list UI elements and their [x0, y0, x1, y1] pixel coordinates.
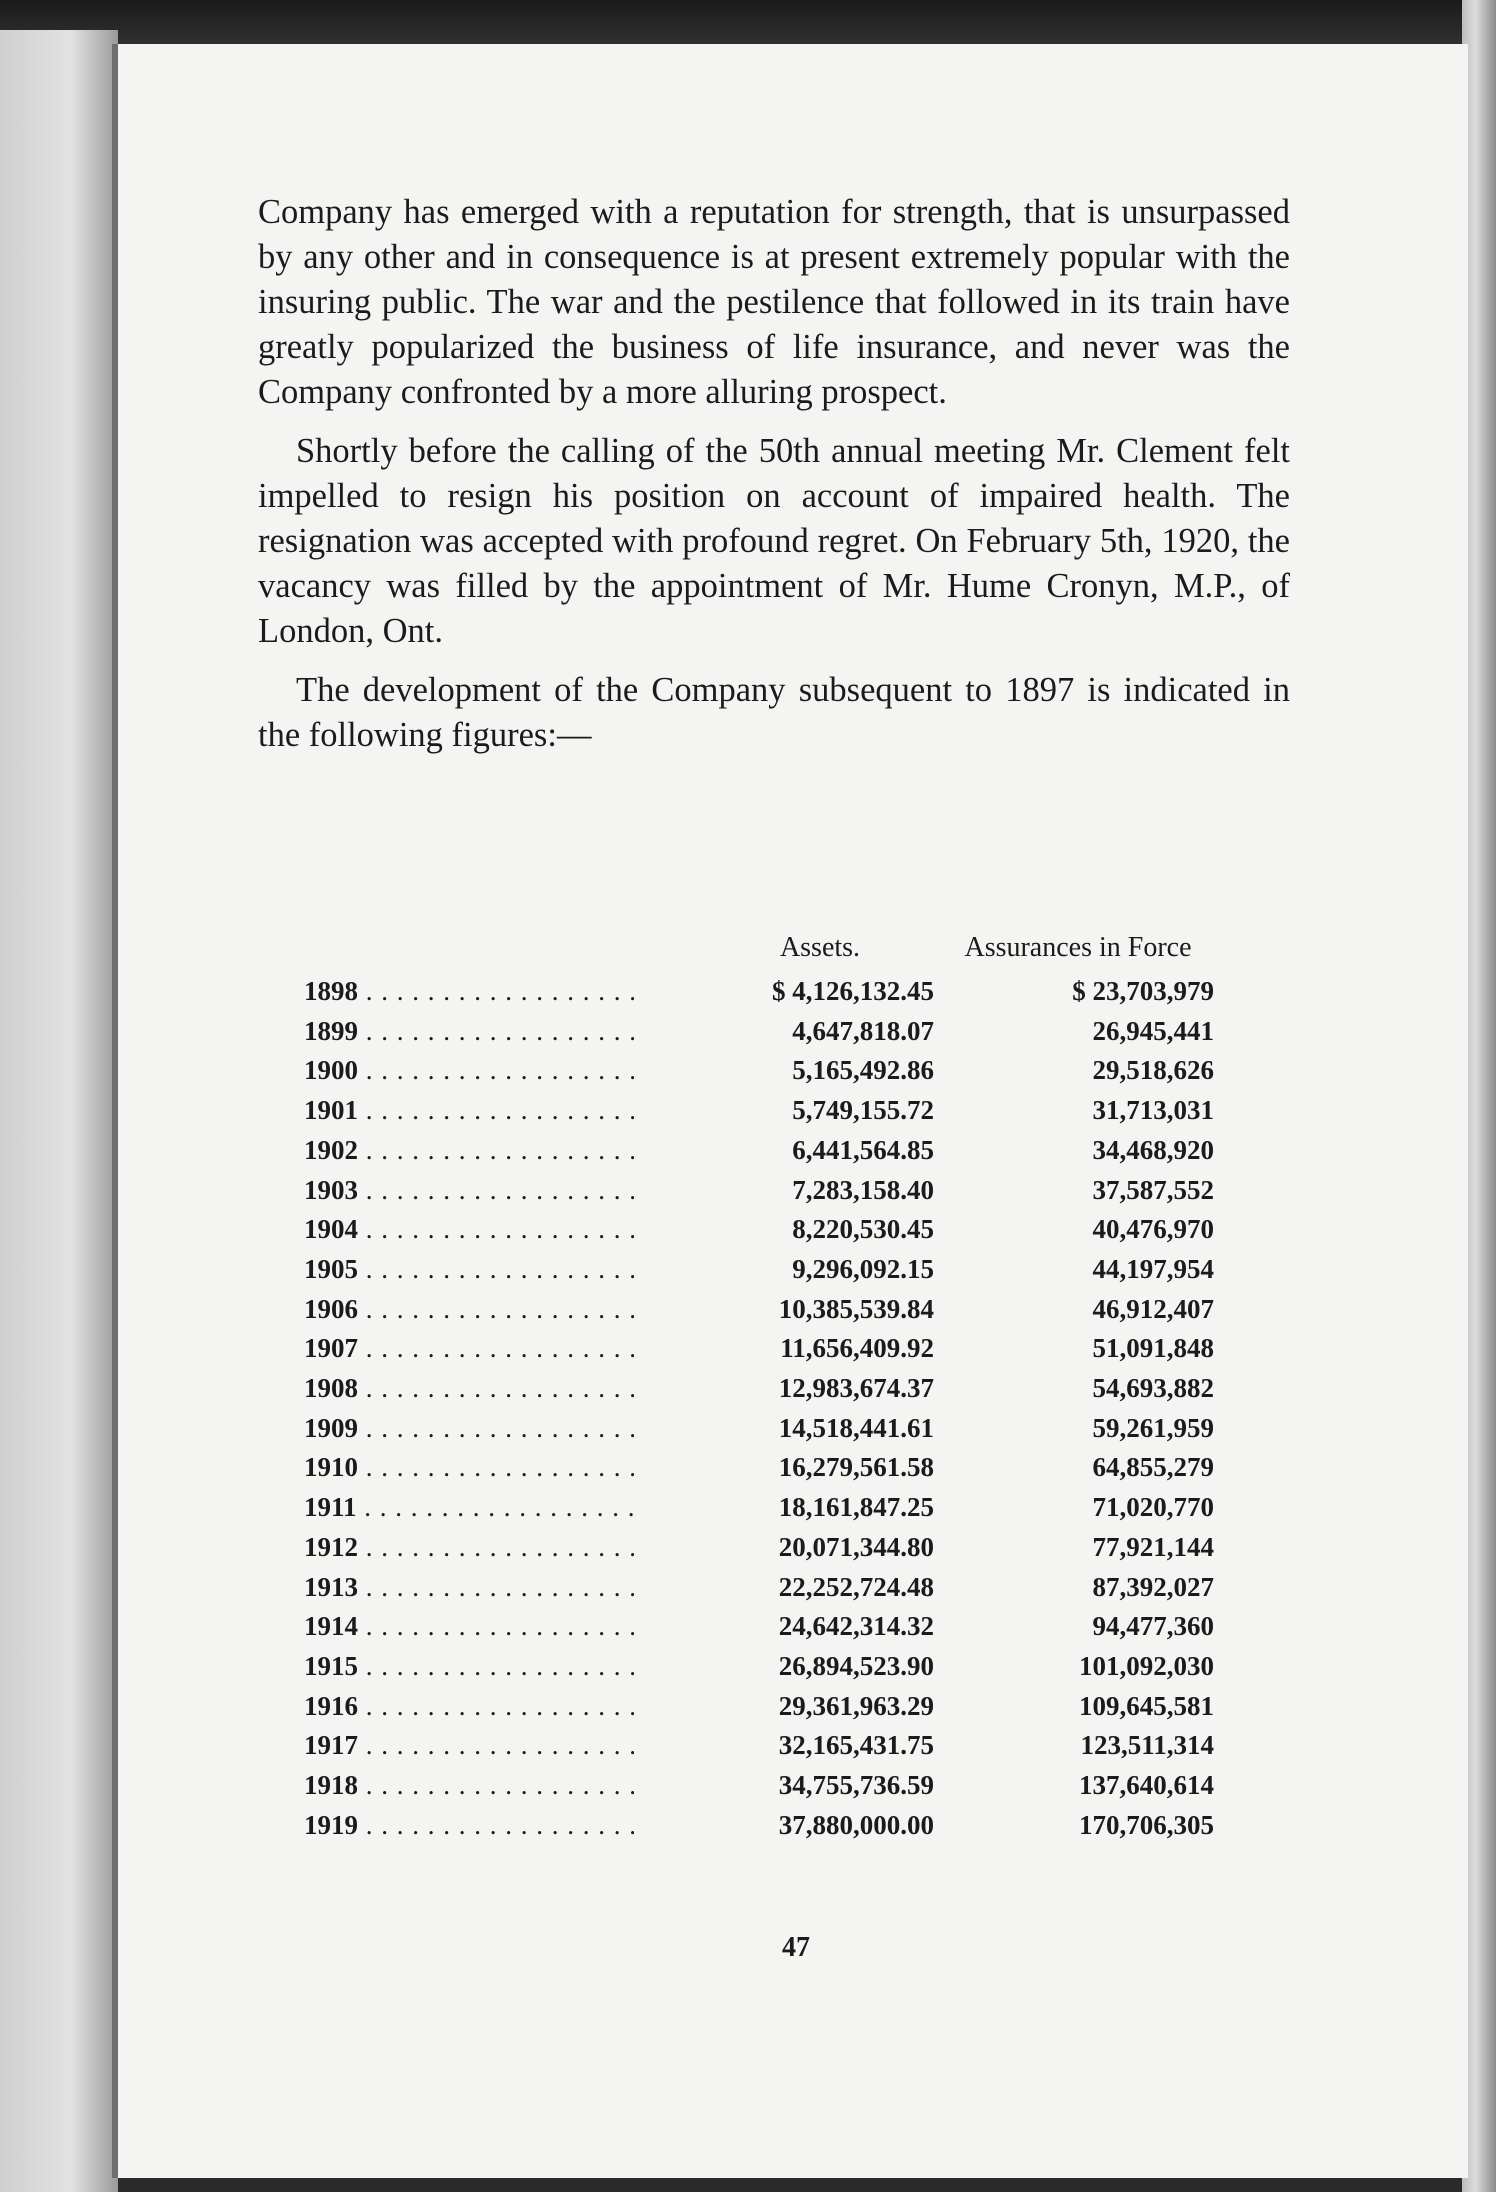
force-cell: 40,476,970 — [1092, 1214, 1214, 1245]
book-page — [112, 44, 1468, 2178]
force-cell: $ 23,703,979 — [1072, 976, 1214, 1006]
year-cell: 1916 . . . — [304, 1691, 634, 1722]
force-cell: 54,693,882 — [1092, 1373, 1214, 1403]
facing-page-edge — [0, 30, 118, 2192]
year-cell: 1907 . . . — [304, 1333, 634, 1364]
table-row — [304, 1452, 1224, 1492]
force-cell: 64,855,279 — [1092, 1452, 1214, 1483]
force-cell: 34,468,920 — [1092, 1134, 1214, 1165]
table-row — [304, 1294, 1224, 1334]
table-row — [304, 1055, 1224, 1095]
force-cell: 59,261,959 — [1092, 1412, 1214, 1443]
table-row — [304, 1254, 1224, 1294]
year-cell: 1899 . . . — [304, 1016, 634, 1047]
table-row — [304, 1413, 1224, 1453]
table-row — [304, 1175, 1224, 1215]
year-cell: 1917 . . . — [304, 1730, 634, 1761]
force-cell: 46,912,407 — [1092, 1293, 1214, 1324]
assets-cell: 8,220,530.45 — [604, 1214, 934, 1245]
force-column-header: Assurances in Force — [964, 932, 1192, 963]
assets-cell: 5,165,492.86 — [604, 1055, 934, 1086]
year-cell: 1900 . . . — [304, 1055, 634, 1086]
page-number: 47 — [782, 1932, 810, 1963]
force-cell: 101,092,030 — [1079, 1650, 1214, 1681]
year-cell: 1911 . . . — [304, 1492, 634, 1523]
year-cell: 1904 . . . — [304, 1214, 634, 1245]
table-row — [304, 1333, 1224, 1373]
table-row — [304, 1730, 1224, 1770]
force-cell: 137,640,614 — [1079, 1770, 1214, 1800]
paragraph-3: The development of the Company subsequent to 1897 is indicated in the following figures:— — [258, 671, 1290, 754]
assets-cell: 9,296,092.15 — [604, 1254, 934, 1285]
year-cell: 1919 . . . — [304, 1810, 634, 1841]
force-cell: 29,518,626 — [1092, 1055, 1214, 1086]
year-cell: 1902 . . . — [304, 1135, 634, 1166]
force-cell: 109,645,581 — [1079, 1690, 1214, 1721]
force-cell: 31,713,031 — [1092, 1095, 1214, 1126]
table-row — [304, 1611, 1224, 1651]
table-row — [304, 1651, 1224, 1691]
assets-column-header: Assets. — [779, 932, 861, 963]
year-cell: 1910 . . . — [304, 1452, 634, 1483]
year-cell: 1913 . . . — [304, 1572, 634, 1603]
table-row — [304, 1373, 1224, 1413]
assets-cell: 6,441,564.85 — [604, 1135, 934, 1166]
body-text — [258, 190, 1290, 772]
year-cell: 1903 . . . — [304, 1175, 634, 1206]
paragraph-1: Company has emerged with a reputation for strength, that is unsurpassed by any other and in consequence is at present extremely popular with the insuring public. The war and the pestilence that followed in its train have greatly popularized the business of life insurance, and never was the Company confronted by a more alluring prospect. — [258, 193, 1290, 411]
force-cell: 123,511,314 — [1080, 1730, 1214, 1761]
assets-cell: 4,647,818.07 — [604, 1016, 934, 1047]
force-cell: 44,197,954 — [1092, 1253, 1214, 1284]
paragraph-2: Shortly before the calling of the 50th annual meeting Mr. Clement felt impelled to resign his position on account of impaired health. The resignation was accepted with profound regret. On February 5th, 1920, the vacancy was filled by the appointment of Mr. Hume Cronyn, M.P., of London, Ont. — [258, 432, 1290, 650]
year-cell: 1905 . . . — [304, 1254, 634, 1285]
force-cell: 94,477,360 — [1092, 1611, 1214, 1642]
table-row — [304, 1532, 1224, 1572]
assets-cell: 14,518,441.61 — [604, 1413, 934, 1444]
force-cell: 87,392,027 — [1092, 1571, 1214, 1602]
assets-cell: 32,165,431.75 — [604, 1730, 934, 1761]
year-cell: 1914 . . . — [304, 1611, 634, 1642]
table-row — [304, 1016, 1224, 1056]
year-cell: 1912 . . . — [304, 1532, 634, 1563]
assets-cell: 20,071,344.80 — [604, 1532, 934, 1563]
year-cell: 1908 . . . — [304, 1373, 634, 1404]
assets-cell: 34,755,736.59 — [604, 1770, 934, 1801]
year-cell: 1906 . . . — [304, 1294, 634, 1325]
year-cell: 1901 . . . — [304, 1095, 634, 1126]
assets-cell: $ 4,126,132.45 — [604, 976, 934, 1007]
year-cell: 1898 . . . — [304, 976, 634, 1007]
assets-cell: 11,656,409.92 — [604, 1333, 934, 1364]
table-row — [304, 1770, 1224, 1810]
table-row — [304, 1691, 1224, 1731]
force-cell: 51,091,848 — [1092, 1333, 1214, 1364]
table-row — [304, 1095, 1224, 1135]
table-row — [304, 1135, 1224, 1175]
year-cell: 1909 . . . — [304, 1413, 634, 1444]
assets-cell: 5,749,155.72 — [604, 1095, 934, 1126]
assets-cell: 29,361,963.29 — [604, 1691, 934, 1722]
force-cell: 26,945,441 — [1092, 1015, 1214, 1046]
table-row — [304, 1214, 1224, 1254]
table-row — [304, 1810, 1224, 1850]
assets-cell: 12,983,674.37 — [604, 1373, 934, 1404]
force-cell: 71,020,770 — [1092, 1492, 1214, 1523]
force-cell: 37,587,552 — [1092, 1174, 1214, 1205]
assets-cell: 22,252,724.48 — [604, 1572, 934, 1603]
force-cell: 170,706,305 — [1079, 1809, 1214, 1840]
table-row — [304, 1492, 1224, 1532]
table-row — [304, 1572, 1224, 1612]
table-row — [304, 976, 1224, 1016]
assets-cell: 7,283,158.40 — [604, 1175, 934, 1206]
assets-cell: 18,161,847.25 — [604, 1492, 934, 1523]
assets-cell: 16,279,561.58 — [604, 1452, 934, 1483]
year-cell: 1915 . . . — [304, 1651, 634, 1682]
force-cell: 77,921,144 — [1092, 1531, 1214, 1562]
assets-cell: 37,880,000.00 — [604, 1810, 934, 1841]
assets-cell: 24,642,314.32 — [604, 1611, 934, 1642]
assets-cell: 26,894,523.90 — [604, 1651, 934, 1682]
assets-cell: 10,385,539.84 — [604, 1294, 934, 1325]
year-cell: 1918 . . . — [304, 1770, 634, 1801]
